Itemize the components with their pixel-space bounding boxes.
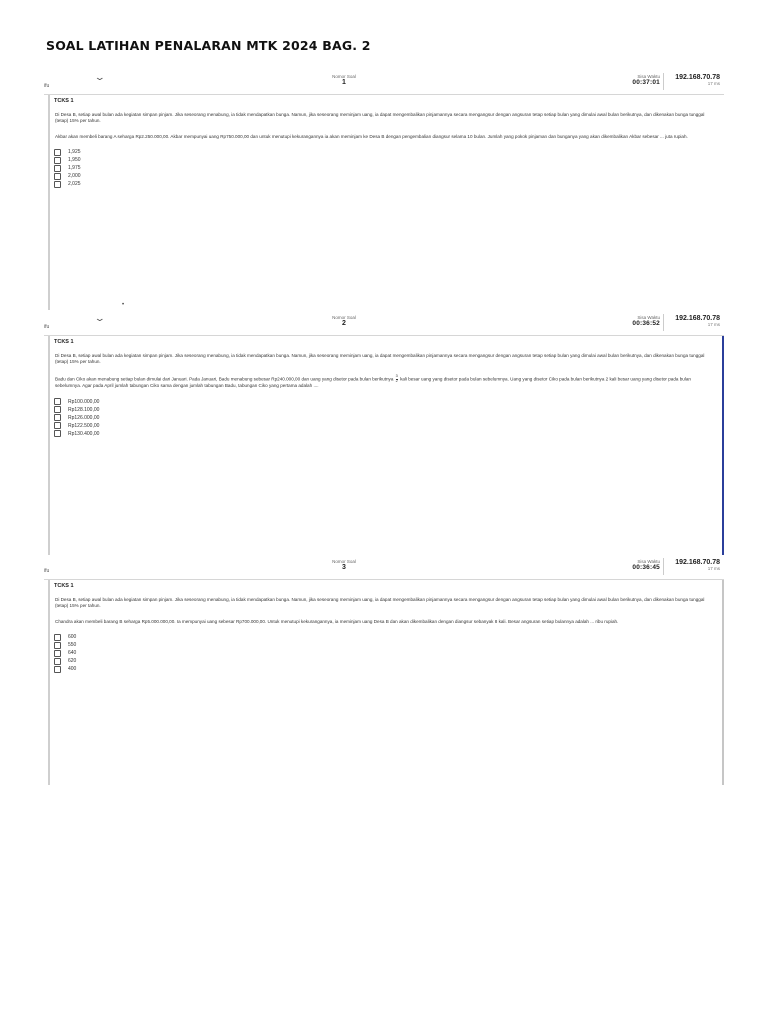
fraction-numerator: 3	[395, 373, 398, 378]
answer-option[interactable]	[54, 164, 724, 172]
exam-screenshot-1	[44, 70, 724, 310]
checkbox[interactable]	[54, 422, 61, 429]
question-number-box	[314, 559, 374, 571]
checkbox[interactable]	[54, 430, 61, 437]
ip-address: 192.168.70.78	[675, 315, 720, 322]
answer-options	[54, 148, 724, 188]
timer-box	[616, 315, 660, 327]
context-text: Di Desa B, setiap awal bulan ada kegiatan simpan pinjam. Jika seseorang menabung, ia tidak mendapatkan bunga. Namun, jika seseorang meminjam uang, ia dapat mengembalikan pinjamannya secara mengangsur dengan angsuran tetap setiap bulan yang dimulai awal bulan berikutnya, dan dikenakan bunga tunggal (tetap) 15% per tahun.	[55, 597, 705, 609]
connection-info	[666, 315, 720, 327]
cursor-mark: •	[122, 302, 125, 308]
option-text: Rp128.100,00	[68, 406, 100, 413]
fraction	[396, 375, 398, 384]
question-text: Akbar akan membeli barang A seharga Rp2.250.000,00. Akbar mempunyai uang Rp750.000,00 dan untuk menutupi kekurangannya ia akan meminjam ke Desa B dengan pengembalian diangsur selama 10 bulan. Jumlah yang pokok pinjaman dan bunganya yang akan dikembalikan Akbar sebesar ... juta rupiah.	[55, 133, 688, 139]
answer-option[interactable]	[54, 422, 722, 430]
answer-option[interactable]	[54, 398, 722, 406]
checkbox[interactable]	[54, 634, 61, 641]
option-text: 620	[68, 658, 77, 665]
timer-value: 00:36:52	[632, 320, 660, 327]
checkbox[interactable]	[54, 149, 61, 156]
question-number: 3	[342, 564, 346, 571]
answer-option[interactable]	[54, 148, 724, 156]
checkbox[interactable]	[54, 173, 61, 180]
answer-option[interactable]	[54, 414, 722, 422]
answer-option[interactable]	[54, 633, 722, 641]
question-number-label: Nomor Soal	[332, 559, 356, 564]
checkbox[interactable]	[54, 650, 61, 657]
ip-address: 192.168.70.78	[675, 74, 720, 81]
ping-value: 17 ms	[707, 322, 720, 327]
timer-value: 00:37:01	[632, 79, 660, 86]
task-label: TCKS 1	[54, 339, 74, 345]
brand-logo: ifu	[44, 568, 50, 574]
option-text: 640	[68, 650, 77, 657]
answer-option[interactable]	[54, 406, 722, 414]
question-text-part-1: Badu dan Ciko akan menabung setiap bulan dimulai dari Januari. Pada Januari, Badu menabung sebesar Rp240.000,00 dan uang yang disetor pada bulan berikutnya	[55, 376, 394, 382]
timer-label: Sisa Waktu	[637, 315, 660, 320]
option-text: 1,975	[68, 165, 81, 172]
context-text: Di Desa B, setiap awal bulan ada kegiatan simpan pinjam. Jika seseorang menabung, ia tidak mendapatkan bunga. Namun, jika seseorang meminjam uang, ia dapat mengembalikan pinjamannya secara mengangsur dengan angsuran tetap setiap bulan yang dimulai awal bulan berikutnya, dan dikenakan bunga tunggal (tetap) 15% per tahun.	[55, 112, 705, 124]
document-title: SOAL LATIHAN PENALARAN MTK 2024 BAG. 2	[46, 38, 371, 53]
question-panel	[48, 336, 724, 555]
timer-box	[616, 74, 660, 86]
answer-option[interactable]	[54, 649, 722, 657]
connection-info	[666, 559, 720, 571]
ip-address: 192.168.70.78	[675, 559, 720, 566]
answer-option[interactable]	[54, 180, 724, 188]
option-text: 400	[68, 666, 77, 673]
exam-screenshot-2	[44, 311, 724, 555]
timer-label: Sisa Waktu	[637, 74, 660, 79]
checkbox[interactable]	[54, 165, 61, 172]
answer-options	[54, 633, 722, 673]
brand-logo: ifu	[44, 83, 50, 89]
timer-box	[616, 559, 660, 571]
answer-option[interactable]	[54, 657, 722, 665]
checkbox[interactable]	[54, 658, 61, 665]
option-text: 550	[68, 642, 77, 649]
checkbox[interactable]	[54, 398, 61, 405]
option-text: Rp130.400,00	[68, 430, 100, 437]
question-text: Chandra akan membeli barang B seharga Rp5.000.000,00. Ia mempunyai uang sebesar Rp700.000,00. Untuk menutupi kekurangannya, ia meminjam uang Desa B dan akan dikembalikan dengan diangsur sebanyak 8 kali. Besar angsuran setiap bulannya adalah ... ribu rupiah.	[55, 618, 619, 624]
option-text: 2,000	[68, 173, 81, 180]
ping-value: 17 ms	[707, 81, 720, 86]
answer-option[interactable]	[54, 641, 722, 649]
context-text: Di Desa B, setiap awal bulan ada kegiatan simpan pinjam. Jika seseorang menabung, ia tidak mendapatkan bunga. Namun, jika seseorang meminjam uang, ia dapat mengembalikan pinjamannya secara mengangsur dengan angsuran tetap setiap bulan yang dimulai awal bulan berikutnya, dan dikenakan bunga tunggal (tetap) 15% per tahun.	[55, 353, 705, 365]
connection-info	[666, 74, 720, 86]
question-number-label: Nomor Soal	[332, 315, 356, 320]
question-number: 1	[342, 79, 346, 86]
answer-option[interactable]	[54, 665, 722, 673]
answer-options	[54, 398, 722, 438]
exam-screenshot-3	[44, 555, 724, 785]
question-panel	[48, 95, 724, 310]
question-number-label: Nomor Soal	[332, 74, 356, 79]
divider	[663, 314, 664, 331]
exam-header	[44, 70, 724, 95]
question-number-box	[314, 74, 374, 86]
task-label: TCKS 1	[54, 98, 74, 104]
option-text: Rp126.000,00	[68, 414, 100, 421]
answer-option[interactable]	[54, 172, 724, 180]
option-text: 1,950	[68, 157, 81, 164]
ping-value: 17 ms	[707, 566, 720, 571]
checkbox[interactable]	[54, 406, 61, 413]
checkbox[interactable]	[54, 414, 61, 421]
option-text: 1,925	[68, 149, 81, 156]
checkbox[interactable]	[54, 666, 61, 673]
option-text: Rp100.000,00	[68, 398, 100, 405]
option-text: 600	[68, 634, 77, 641]
divider	[663, 558, 664, 575]
question-number-box	[314, 315, 374, 327]
task-label: TCKS 1	[54, 583, 74, 589]
option-text: 2,025	[68, 181, 81, 188]
brand-logo: ifu	[44, 324, 50, 330]
exam-header	[44, 555, 724, 580]
question-number: 2	[342, 320, 346, 327]
fraction-denominator: 2	[395, 378, 398, 383]
chevron-down-icon[interactable]: ⌄	[93, 72, 106, 82]
question-text	[55, 375, 714, 390]
timer-label: Sisa Waktu	[637, 559, 660, 564]
divider	[663, 73, 664, 90]
answer-option[interactable]	[54, 156, 724, 164]
timer-value: 00:36:45	[632, 564, 660, 571]
answer-option[interactable]	[54, 430, 722, 438]
question-panel	[48, 580, 724, 785]
checkbox[interactable]	[54, 181, 61, 188]
exam-header	[44, 311, 724, 336]
checkbox[interactable]	[54, 157, 61, 164]
chevron-down-icon[interactable]: ⌄	[93, 313, 106, 323]
option-text: Rp122.500,00	[68, 422, 100, 429]
question-text-part-2: kali besar uang yang disetor pada bulan sebelumnya. Uang yang disetor Ciko pada bulan berikutnya 2 kali besar uang yang disetor pada bulan sebelumnya. Agar pada April jumlah tabungan Ciko sama dengan jumlah tabungan Badu, tabungan Ciko yang pertama adalah ....	[55, 376, 691, 389]
checkbox[interactable]	[54, 642, 61, 649]
